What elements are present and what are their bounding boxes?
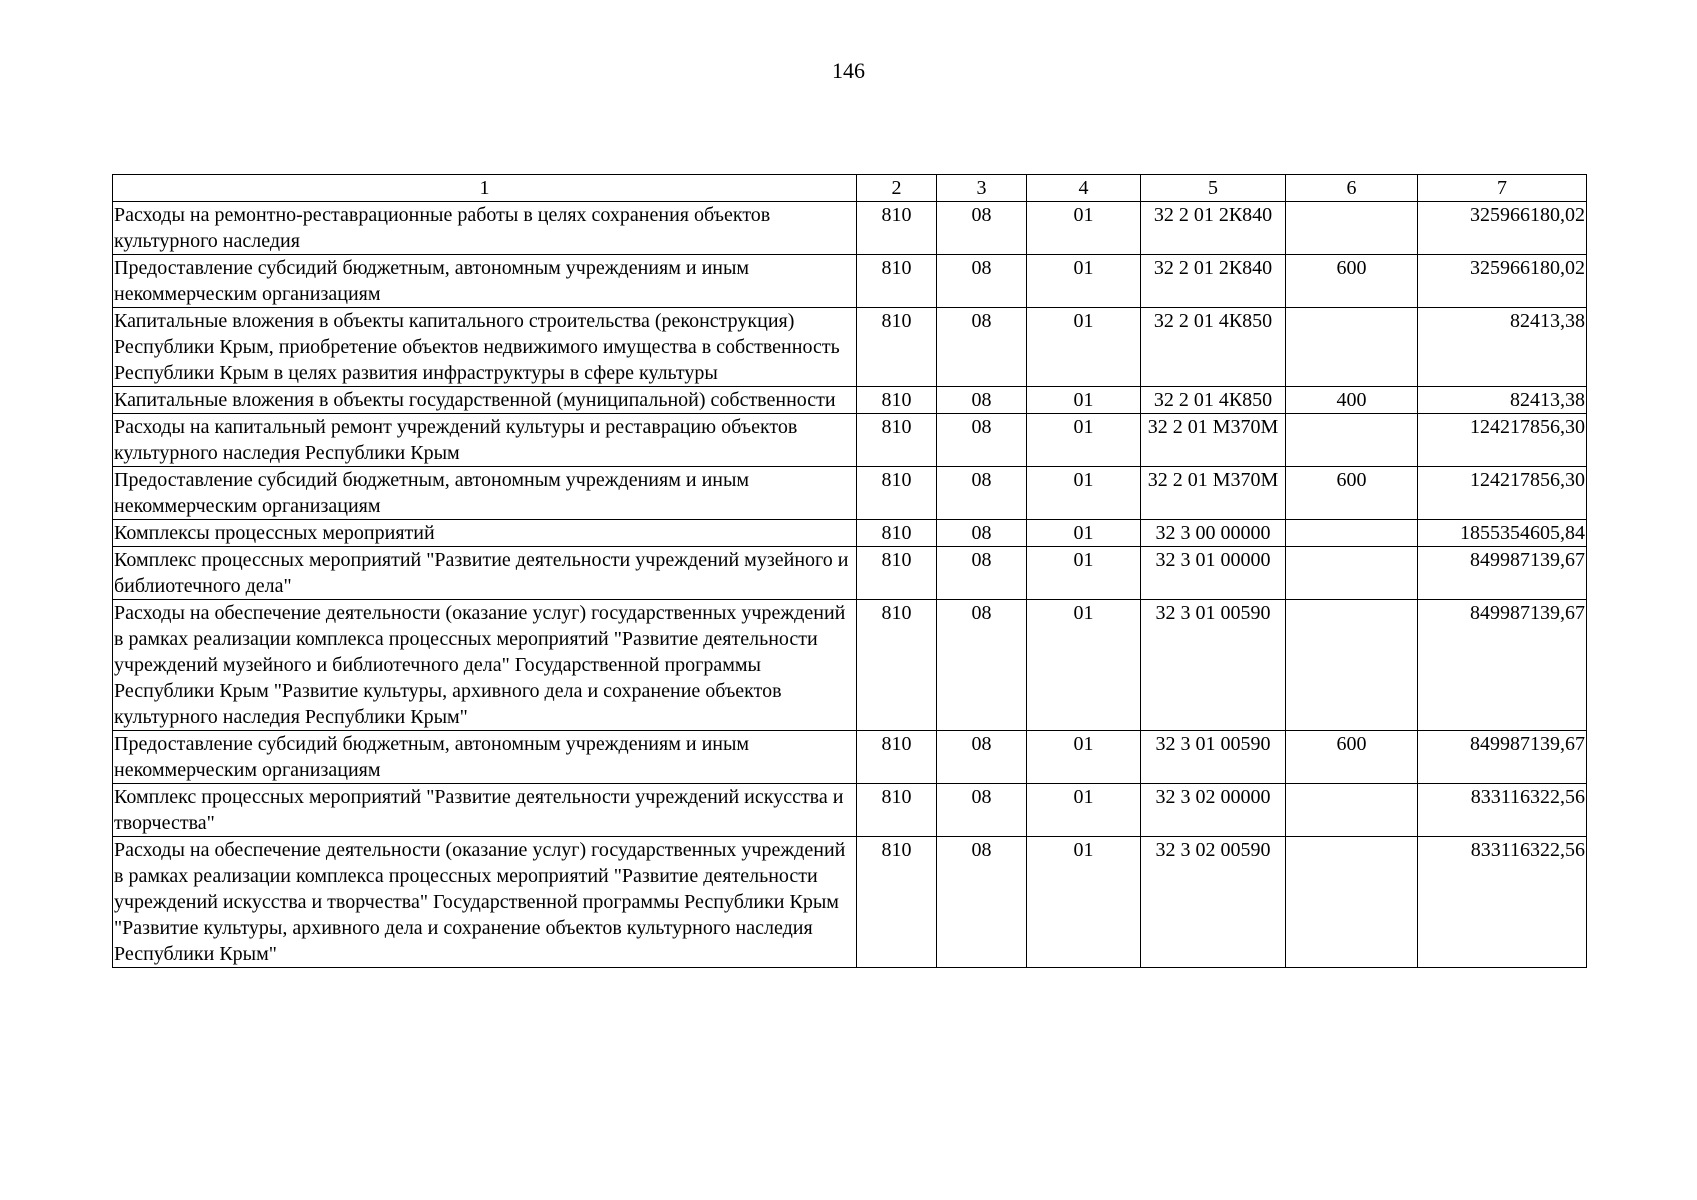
row-code-expense-type: 600 bbox=[1286, 467, 1418, 520]
row-code-ministry: 810 bbox=[857, 520, 937, 547]
row-code-section: 08 bbox=[937, 387, 1027, 414]
table-row bbox=[113, 308, 1587, 387]
table-row bbox=[113, 784, 1587, 837]
row-code-ministry: 810 bbox=[857, 731, 937, 784]
row-code-subsection: 01 bbox=[1027, 414, 1141, 467]
table-row bbox=[113, 467, 1587, 520]
row-code-subsection: 01 bbox=[1027, 467, 1141, 520]
row-code-ministry: 810 bbox=[857, 784, 937, 837]
row-code-target: 32 2 01 2К840 bbox=[1141, 255, 1286, 308]
row-name: Капитальные вложения в объекты капитального строительства (реконструкция) Республики Крым, приобретение объектов недвижимого имущества в собственность Республики Крым в целях развития инфраструктуры в сфере культуры bbox=[113, 308, 857, 387]
row-amount: 82413,38 bbox=[1418, 308, 1587, 387]
row-amount: 833116322,56 bbox=[1418, 784, 1587, 837]
row-amount: 833116322,56 bbox=[1418, 837, 1587, 968]
column-header-5: 5 bbox=[1141, 175, 1286, 202]
row-code-section: 08 bbox=[937, 255, 1027, 308]
column-header-7: 7 bbox=[1418, 175, 1587, 202]
row-amount: 325966180,02 bbox=[1418, 202, 1587, 255]
row-amount: 849987139,67 bbox=[1418, 731, 1587, 784]
row-code-target: 32 3 01 00590 bbox=[1141, 731, 1286, 784]
row-code-subsection: 01 bbox=[1027, 255, 1141, 308]
row-code-section: 08 bbox=[937, 414, 1027, 467]
row-code-target: 32 2 01 4К850 bbox=[1141, 387, 1286, 414]
row-code-expense-type: 600 bbox=[1286, 255, 1418, 308]
column-header-6: 6 bbox=[1286, 175, 1418, 202]
row-name: Расходы на обеспечение деятельности (оказание услуг) государственных учреждений в рамках реализации комплекса процессных мероприятий "Развитие деятельности учреждений искусства и творчества" Государственной программы Республики Крым "Развитие культуры, архивного дела и сохранение объектов культурного наследия Республики Крым" bbox=[113, 837, 857, 968]
row-code-ministry: 810 bbox=[857, 467, 937, 520]
row-amount: 124217856,30 bbox=[1418, 467, 1587, 520]
row-code-expense-type bbox=[1286, 600, 1418, 731]
table-row bbox=[113, 387, 1587, 414]
row-code-subsection: 01 bbox=[1027, 520, 1141, 547]
row-code-ministry: 810 bbox=[857, 414, 937, 467]
row-code-expense-type bbox=[1286, 308, 1418, 387]
row-code-subsection: 01 bbox=[1027, 784, 1141, 837]
row-code-target: 32 2 01 2К840 bbox=[1141, 202, 1286, 255]
row-code-subsection: 01 bbox=[1027, 387, 1141, 414]
table-row bbox=[113, 600, 1587, 731]
table-row bbox=[113, 731, 1587, 784]
page-number: 146 bbox=[832, 58, 865, 83]
row-name: Расходы на капитальный ремонт учреждений культуры и реставрацию объектов культурного наследия Республики Крым bbox=[113, 414, 857, 467]
row-code-target: 32 3 02 00000 bbox=[1141, 784, 1286, 837]
column-header-4: 4 bbox=[1027, 175, 1141, 202]
row-code-ministry: 810 bbox=[857, 255, 937, 308]
row-amount: 325966180,02 bbox=[1418, 255, 1587, 308]
row-amount: 1855354605,84 bbox=[1418, 520, 1587, 547]
row-code-ministry: 810 bbox=[857, 547, 937, 600]
row-code-section: 08 bbox=[937, 837, 1027, 968]
row-name: Комплекс процессных мероприятий "Развитие деятельности учреждений искусства и творчества" bbox=[113, 784, 857, 837]
row-name: Расходы на обеспечение деятельности (оказание услуг) государственных учреждений в рамках реализации комплекса процессных мероприятий "Развитие деятельности учреждений музейного и библиотечного дела" Государственной программы Республики Крым "Развитие культуры, архивного дела и сохранение объектов культурного наследия Республики Крым" bbox=[113, 600, 857, 731]
row-code-expense-type bbox=[1286, 414, 1418, 467]
row-code-expense-type bbox=[1286, 547, 1418, 600]
row-code-ministry: 810 bbox=[857, 202, 937, 255]
row-code-ministry: 810 bbox=[857, 308, 937, 387]
row-name: Капитальные вложения в объекты государственной (муниципальной) собственности bbox=[113, 387, 857, 414]
row-code-subsection: 01 bbox=[1027, 600, 1141, 731]
row-code-expense-type bbox=[1286, 202, 1418, 255]
row-code-subsection: 01 bbox=[1027, 837, 1141, 968]
row-name: Комплекс процессных мероприятий "Развитие деятельности учреждений музейного и библиотечного дела" bbox=[113, 547, 857, 600]
row-amount: 124217856,30 bbox=[1418, 414, 1587, 467]
row-code-target: 32 2 01 4К850 bbox=[1141, 308, 1286, 387]
table-row bbox=[113, 255, 1587, 308]
row-code-section: 08 bbox=[937, 600, 1027, 731]
row-code-expense-type: 400 bbox=[1286, 387, 1418, 414]
table-body bbox=[113, 202, 1587, 968]
row-code-subsection: 01 bbox=[1027, 731, 1141, 784]
table-row bbox=[113, 547, 1587, 600]
row-code-ministry: 810 bbox=[857, 600, 937, 731]
row-code-section: 08 bbox=[937, 467, 1027, 520]
row-code-subsection: 01 bbox=[1027, 547, 1141, 600]
row-code-section: 08 bbox=[937, 202, 1027, 255]
row-code-section: 08 bbox=[937, 784, 1027, 837]
row-code-target: 32 3 02 00590 bbox=[1141, 837, 1286, 968]
row-code-section: 08 bbox=[937, 731, 1027, 784]
table-header-row bbox=[113, 175, 1587, 202]
row-code-section: 08 bbox=[937, 547, 1027, 600]
row-amount: 849987139,67 bbox=[1418, 547, 1587, 600]
row-code-subsection: 01 bbox=[1027, 202, 1141, 255]
row-code-expense-type: 600 bbox=[1286, 731, 1418, 784]
row-code-expense-type bbox=[1286, 520, 1418, 547]
row-code-expense-type bbox=[1286, 837, 1418, 968]
row-amount: 82413,38 bbox=[1418, 387, 1587, 414]
row-name: Предоставление субсидий бюджетным, автономным учреждениям и иным некоммерческим организациям bbox=[113, 731, 857, 784]
row-code-ministry: 810 bbox=[857, 387, 937, 414]
table-row bbox=[113, 414, 1587, 467]
row-code-target: 32 3 00 00000 bbox=[1141, 520, 1286, 547]
column-header-3: 3 bbox=[937, 175, 1027, 202]
row-amount: 849987139,67 bbox=[1418, 600, 1587, 731]
row-code-ministry: 810 bbox=[857, 837, 937, 968]
row-code-target: 32 3 01 00590 bbox=[1141, 600, 1286, 731]
row-name: Комплексы процессных мероприятий bbox=[113, 520, 857, 547]
table-row bbox=[113, 202, 1587, 255]
row-code-section: 08 bbox=[937, 308, 1027, 387]
table-row bbox=[113, 837, 1587, 968]
row-code-subsection: 01 bbox=[1027, 308, 1141, 387]
table-row bbox=[113, 520, 1587, 547]
row-code-section: 08 bbox=[937, 520, 1027, 547]
row-name: Расходы на ремонтно-реставрационные работы в целях сохранения объектов культурного наследия bbox=[113, 202, 857, 255]
row-code-expense-type bbox=[1286, 784, 1418, 837]
row-code-target: 32 2 01 М370М bbox=[1141, 467, 1286, 520]
row-code-target: 32 3 01 00000 bbox=[1141, 547, 1286, 600]
column-header-2: 2 bbox=[857, 175, 937, 202]
budget-table bbox=[112, 174, 1587, 968]
row-name: Предоставление субсидий бюджетным, автономным учреждениям и иным некоммерческим организациям bbox=[113, 255, 857, 308]
row-code-target: 32 2 01 М370М bbox=[1141, 414, 1286, 467]
row-name: Предоставление субсидий бюджетным, автономным учреждениям и иным некоммерческим организациям bbox=[113, 467, 857, 520]
column-header-1: 1 bbox=[113, 175, 857, 202]
